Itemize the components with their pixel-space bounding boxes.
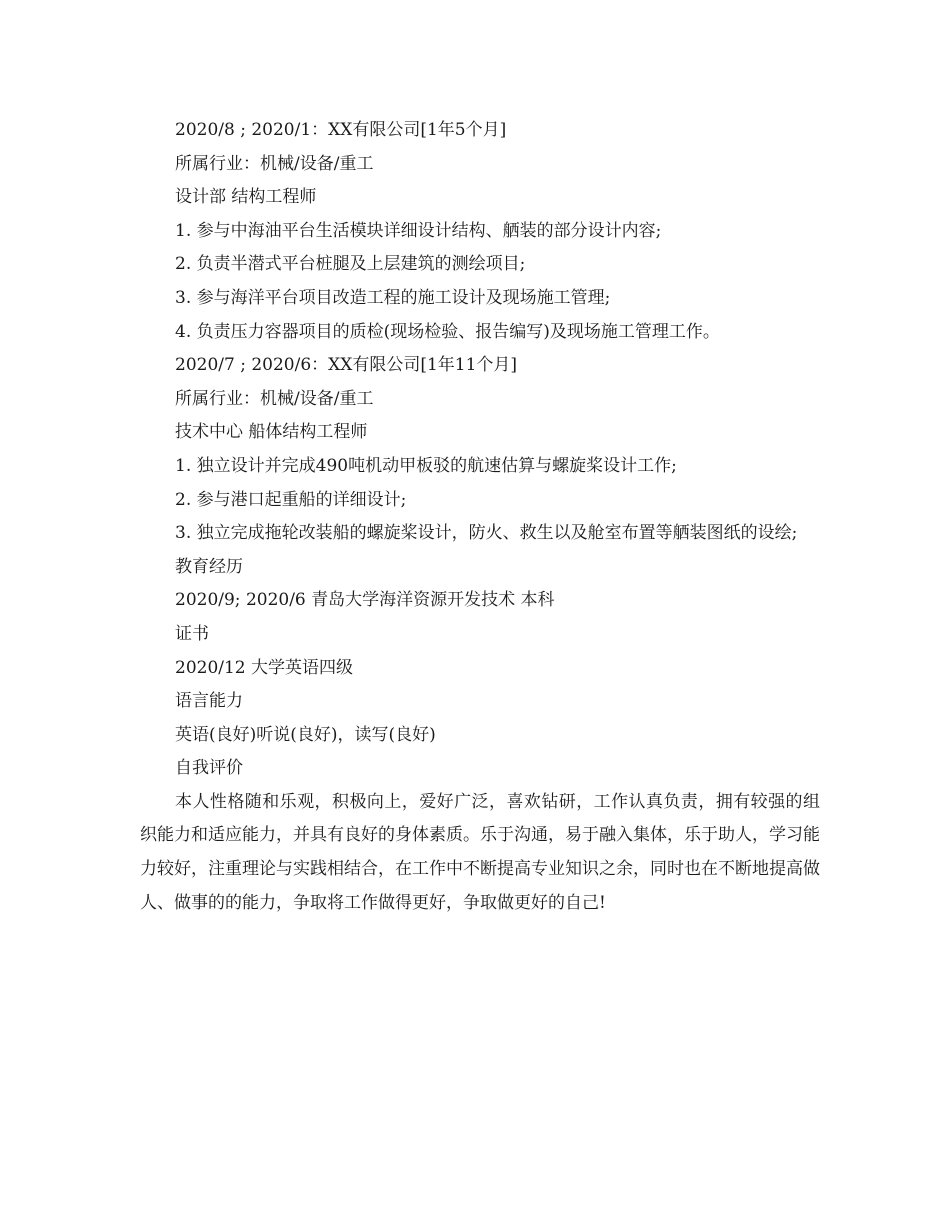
job-2-industry: 所属行业：机械/设备/重工 — [175, 388, 374, 409]
job-1-position: 设计部 结构工程师 — [175, 187, 317, 208]
job-1-duty-4: 4. 负责压力容器项目的质检(现场检验、报告编写)及现场施工管理工作。 — [175, 321, 720, 342]
section-heading-education: 教育经历 — [175, 556, 243, 577]
self-evaluation-text: 本人性格随和乐观，积极向上，爱好广泛，喜欢钻研，工作认真负责，拥有较强的组织能力和适应能力，并具有良好的身体素质。乐于沟通，易于融入集体，乐于助人，学习能力较好，注重理论与实践相结合，在工作中不断提高专业知识之余，同时也在不断地提高做人、做事的的能力，争取将工作做得更好，争取做更好的自己! — [140, 791, 820, 913]
section-heading-self-evaluation: 自我评价 — [175, 758, 243, 779]
job-2-duty-1: 1. 独立设计并完成490吨机动甲板驳的航速估算与螺旋桨设计工作; — [175, 455, 677, 476]
section-heading-language: 语言能力 — [175, 691, 243, 712]
language-entry: 英语(良好)听说(良好)，读写(良好) — [175, 724, 436, 745]
certificate-entry: 2020/12 大学英语四级 — [175, 657, 354, 678]
job-2-duty-2: 2. 参与港口起重船的详细设计; — [175, 489, 407, 510]
job-1-duty-3: 3. 参与海洋平台项目改造工程的施工设计及现场施工管理; — [175, 287, 611, 308]
section-heading-certificates: 证书 — [175, 623, 209, 644]
education-entry: 2020/9; 2020/6 青岛大学海洋资源开发技术 本科 — [175, 590, 555, 611]
job-2-position: 技术中心 船体结构工程师 — [175, 422, 368, 443]
job-1-industry: 所属行业：机械/设备/重工 — [175, 153, 374, 174]
job-2-duty-3: 3. 独立完成拖轮改装船的螺旋桨设计，防火、救生以及舱室布置等舾装图纸的设绘; — [175, 523, 798, 544]
resume-body — [140, 114, 820, 920]
job-1-duty-2: 2. 负责半潜式平台桩腿及上层建筑的测绘项目; — [175, 254, 526, 275]
job-1-period: 2020/8 ; 2020/1：XX有限公司[1年5个月] — [175, 120, 507, 140]
job-2-period: 2020/7 ; 2020/6：XX有限公司[1年11个月] — [175, 355, 518, 376]
job-1-duty-1: 1. 参与中海油平台生活模块详细设计结构、舾装的部分设计内容; — [175, 220, 662, 241]
